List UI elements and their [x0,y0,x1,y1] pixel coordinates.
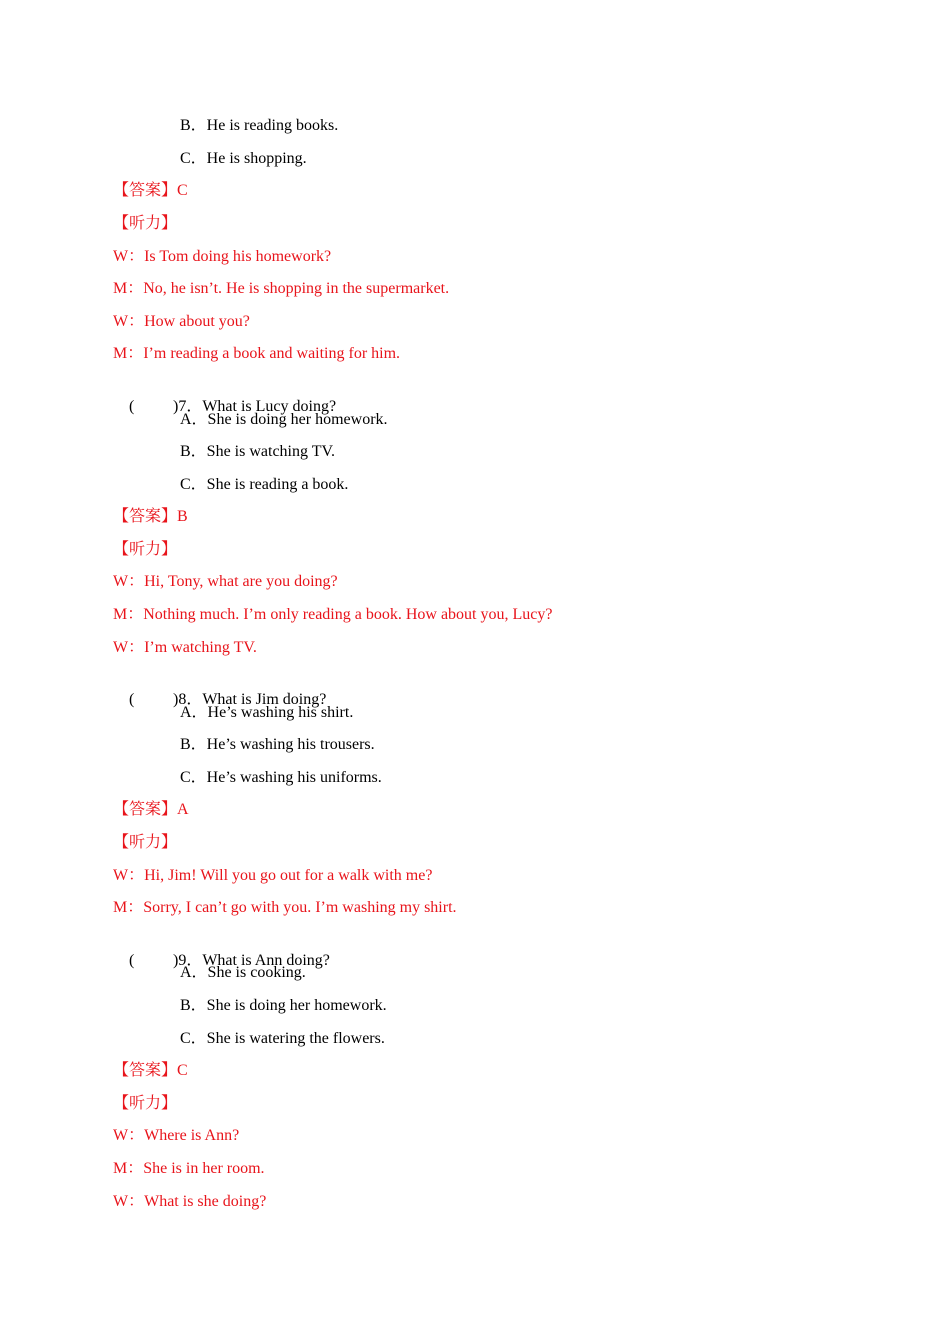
dialogue-line: W：Hi, Tony, what are you doing? [113,573,338,590]
question-line [113,670,327,708]
question-text: )7．What is Lucy doing? [173,398,337,415]
option-line: B．She is doing her homework. [180,997,387,1014]
option-line: A．She is cooking. [180,964,306,981]
dialogue-line: M：She is in her room. [113,1160,265,1177]
option-line: B．He is reading books. [180,117,339,134]
question-line [113,377,337,415]
option-line: C．He is shopping. [180,150,307,167]
option-line: C．She is reading a book. [180,476,349,493]
option-line: C．She is watering the flowers. [180,1030,385,1047]
answer-blank: ( [129,691,135,708]
listening-tag: 【听力】 [113,834,178,851]
dialogue-line: M：Sorry, I can’t go with you. I’m washing my shirt. [113,899,457,916]
dialogue-line: W：Is Tom doing his homework? [113,248,332,265]
dialogue-line: W：Hi, Jim! Will you go out for a walk with me? [113,867,433,884]
question-line [113,931,330,969]
dialogue-line: W：Where is Ann? [113,1127,240,1144]
option-line: C．He’s washing his uniforms. [180,769,382,786]
dialogue-line: M：Nothing much. I’m only reading a book. How about you, Lucy? [113,606,553,623]
answer-line: 【答案】A [113,801,189,818]
listening-tag: 【听力】 [113,1095,178,1112]
question-text: )8．What is Jim doing? [173,691,327,708]
listening-tag: 【听力】 [113,215,178,232]
dialogue-line: M：No, he isn’t. He is shopping in the supermarket. [113,280,450,297]
dialogue-line: W：I’m watching TV. [113,639,257,656]
question-text: )9．What is Ann doing? [173,952,330,969]
dialogue-line: M：I’m reading a book and waiting for him. [113,345,401,362]
option-line: A．He’s washing his shirt. [180,704,354,721]
option-line: A．She is doing her homework. [180,411,388,428]
answer-line: 【答案】C [113,1062,188,1079]
dialogue-line: W：How about you? [113,313,250,330]
listening-tag: 【听力】 [113,541,178,558]
dialogue-line: W：What is she doing? [113,1193,267,1210]
option-line: B．She is watching TV. [180,443,335,460]
answer-line: 【答案】B [113,508,188,525]
answer-blank: ( [129,398,135,415]
answer-line: 【答案】C [113,182,188,199]
answer-blank: ( [129,952,135,969]
option-line: B．He’s washing his trousers. [180,736,375,753]
